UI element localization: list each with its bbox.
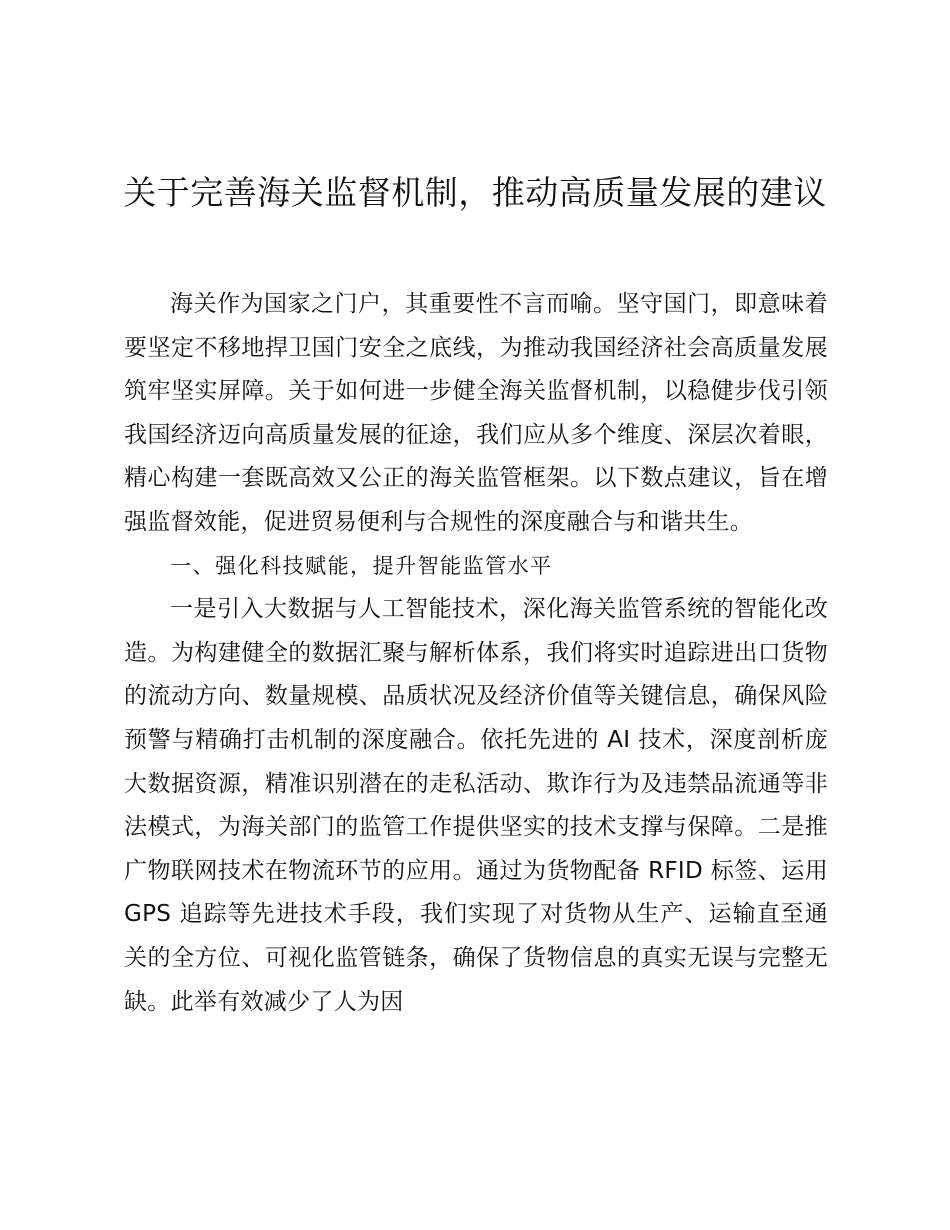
document-title: 关于完善海关监督机制，推动高质量发展的建议	[123, 173, 827, 212]
section-paragraph: 一是引入大数据与人工智能技术，深化海关监管系统的智能化改造。为构建健全的数据汇聚与解析体系，我们将实时追踪进出口货物的流动方向、数量规模、品质状况及经济价值等关键信息，确保风险预警与精确打击机制的深度融合。依托先进的 AI 技术，深度剖析庞大数据资源，精准识别潜在的走私活动、欺诈行为及违禁品流通等非法模式，为海关部门的监管工作提供坚实的技术支撑与保障。二是推广物联网技术在物流环节的应用。通过为货物配备 RFID 标签、运用 GPS 追踪等先进技术手段，我们实现了对货物从生产、运输直至通关的全方位、可视化监管链条，确保了货物信息的真实无误与完整无缺。此举有效减少了人为因	[124, 596, 828, 1015]
intro-paragraph: 海关作为国家之门户，其重要性不言而喻。坚守国门，即意味着要坚定不移地捍卫国门安全之底线，为推动我国经济社会高质量发展筑牢坚实屏障。关于如何进一步健全海关监督机制，以稳健步伐引领我国经济迈向高质量发展的征途，我们应从多个维度、深层次着眼，精心构建一套既高效又公正的海关监管框架。以下数点建议，旨在增强监督效能，促进贸易便利与合规性的深度融合与和谐共生。	[124, 291, 828, 535]
document-body	[124, 283, 828, 1024]
section-heading: 一、强化科技赋能，提升智能监管水平	[170, 553, 553, 578]
